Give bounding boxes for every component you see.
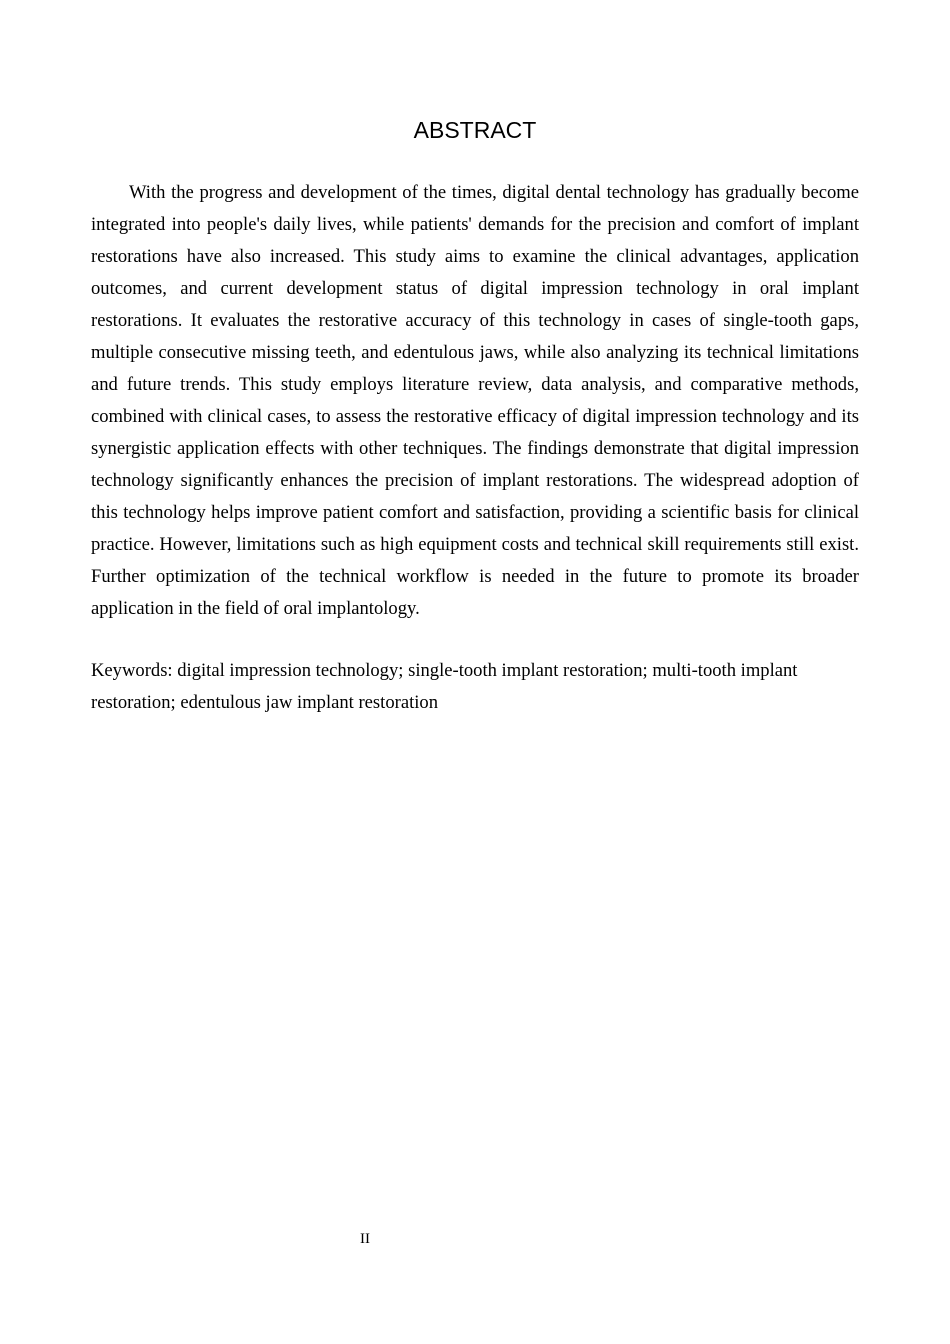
page-number: II	[360, 1231, 370, 1247]
abstract-title: ABSTRACT	[413, 117, 537, 143]
keywords-paragraph: Keywords: digital impression technology; single-tooth implant restoration; multi-tooth implant restoration; edentulous jaw implant restoration	[91, 660, 798, 713]
abstract-paragraph: With the progress and development of the times, digital dental technology has gradually become integrated into people's daily lives, while patients' demands for the precision and comfort of implant restorations have also increased. This study aims to examine the clinical advantages, application outcomes, and current development status of digital impression technology in oral implant restorations. It evaluates the restorative accuracy of this technology in cases of single-tooth gaps, multiple consecutive missing teeth, and edentulous jaws, while also analyzing its technical limitations and future trends. This study employs literature review, data analysis, and comparative methods, combined with clinical cases, to assess the restorative efficacy of digital impression technology and its synergistic application effects with other techniques. The findings demonstrate that digital impression technology significantly enhances the precision of implant restorations. The widespread adoption of this technology helps improve patient comfort and satisfaction, providing a scientific basis for clinical practice. However, limitations such as high equipment costs and technical skill requirements still exist. Further optimization of the technical workflow is needed in the future to promote its broader application in the field of oral implantology.	[91, 182, 859, 619]
